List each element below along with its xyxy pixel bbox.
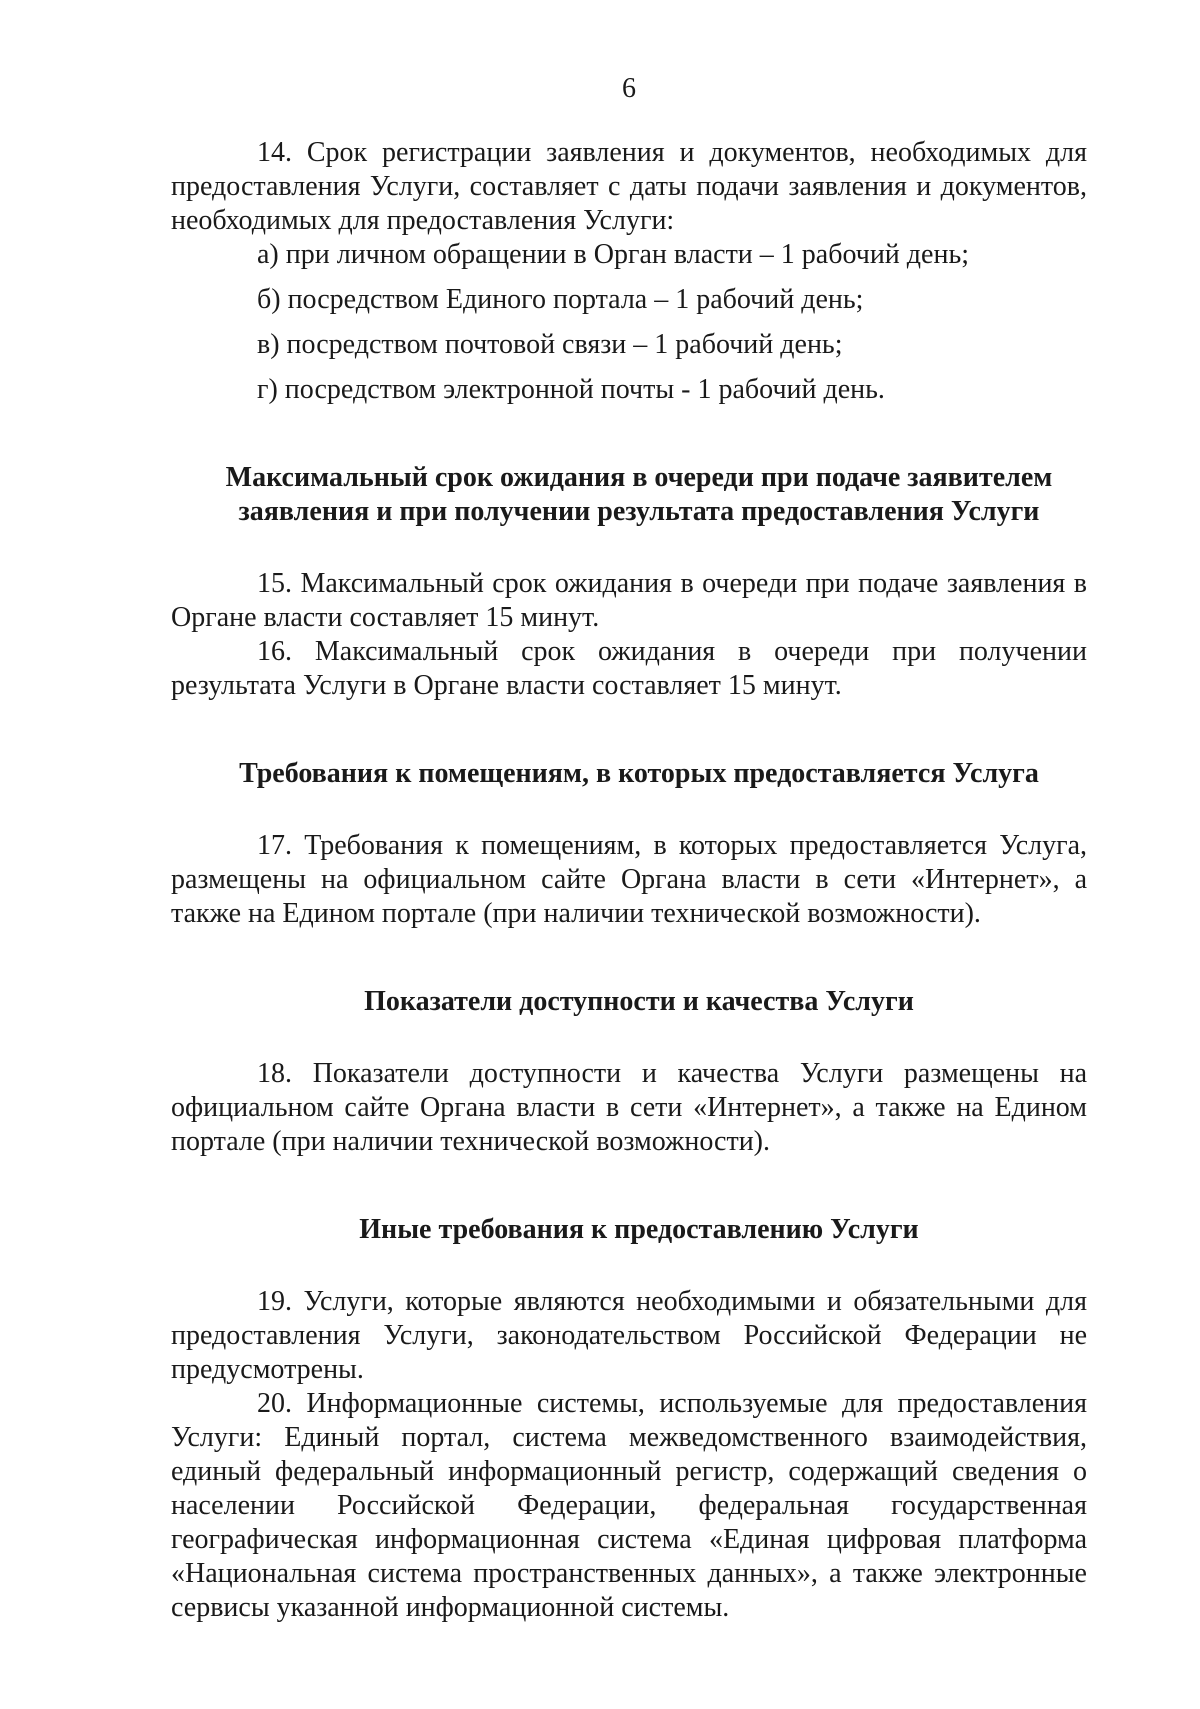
paragraph-19: 19. Услуги, которые являются необходимыми и обязательными для предоставления Услуги, законодательством Российской Федерации не предусмотрены. xyxy=(171,1286,1087,1385)
paragraph-18: 18. Показатели доступности и качества Услуги размещены на официальном сайте Органа власти в сети «Интернет», а также на Едином портале (при наличии технической возможности). xyxy=(171,1058,1087,1157)
heading-waiting-time: Максимальный срок ожидания в очереди при подаче заявителем заявления и при получении результата предоставления Услуги xyxy=(225,462,1053,527)
paragraph-15: 15. Максимальный срок ожидания в очереди при подаче заявления в Органе власти составляет 15 минут. xyxy=(171,568,1087,633)
heading-other-requirements: Иные требования к предоставлению Услуги xyxy=(359,1214,919,1245)
heading-premises: Требования к помещениям, в которых предоставляется Услуга xyxy=(239,758,1039,789)
paragraph-16: 16. Максимальный срок ожидания в очереди при получении результата Услуги в Органе власти составляет 15 минут. xyxy=(171,636,1087,701)
paragraph-14: 14. Срок регистрации заявления и документов, необходимых для предоставления Услуги, составляет с даты подачи заявления и документов, необходимых для предоставления Услуги: xyxy=(171,137,1087,236)
list-item-d: г) посредством электронной почты - 1 рабочий день. xyxy=(257,374,885,405)
list-item-a: а) при личном обращении в Орган власти – 1 рабочий день; xyxy=(257,239,969,270)
page-number: 6 xyxy=(622,73,636,104)
heading-quality: Показатели доступности и качества Услуги xyxy=(364,986,914,1017)
list-item-c: в) посредством почтовой связи – 1 рабочий день; xyxy=(257,329,843,360)
list-item-b: б) посредством Единого портала – 1 рабочий день; xyxy=(257,284,864,315)
paragraph-20: 20. Информационные системы, используемые для предоставления Услуги: Единый портал, система межведомственного взаимодействия, единый федеральный информационный регистр, содержащий сведения о населении Российской Федерации, федеральная государственная географическая информационная система «Единая цифровая платформа «Национальная система пространственных данных», а также электронные сервисы указанной информационной системы. xyxy=(171,1388,1087,1623)
paragraph-17: 17. Требования к помещениям, в которых предоставляется Услуга, размещены на официальном сайте Органа власти в сети «Интернет», а также на Едином портале (при наличии технической возможности). xyxy=(171,830,1087,929)
